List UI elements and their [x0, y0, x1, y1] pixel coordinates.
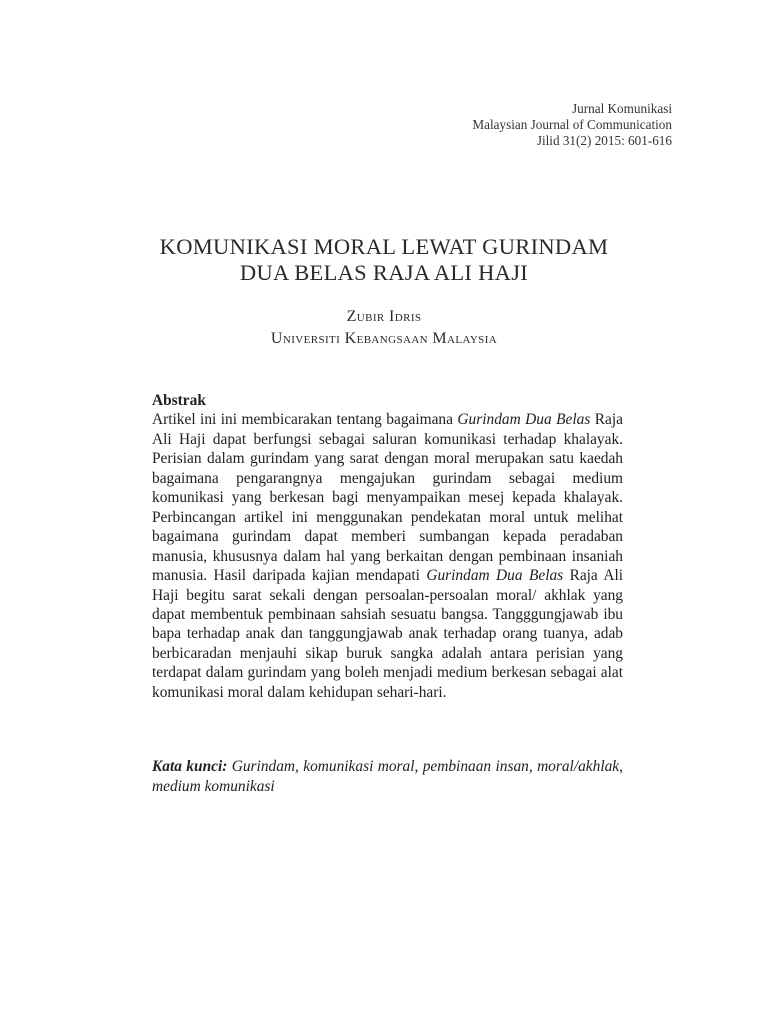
author-affiliation: Universiti Kebangsaan Malaysia: [270, 330, 498, 347]
abstract-italic-title-1: Gurindam Dua Belas: [457, 411, 591, 429]
journal-volume: Jilid 31(2) 2015: 601-616: [536, 133, 672, 149]
author-block: [0, 306, 768, 350]
journal-name: Jurnal Komunikasi: [572, 101, 672, 116]
journal-header: [472, 101, 672, 150]
abstract-heading: Abstrak: [152, 392, 206, 409]
article-title: [0, 234, 768, 286]
title-line-1: KOMUNIKASI MORAL LEWAT GURINDAM: [159, 234, 609, 259]
abstract-body: [152, 410, 623, 702]
abstract-text-1: Artikel ini ini membicarakan tentang bagaimana: [152, 411, 458, 429]
abstract-text-2: Raja Ali Haji dapat berfungsi sebagai saluran komunikasi terhadap khalayak. Perisian dalam gurindam yang sarat dengan moral merupakan satu kaedah bagaimana pengarangnya mengajukan gurindam sebagai medium komunikasi yang berkesan bagi menyampaikan mesej kepada khalayak. Perbincangan artikel ini menggunakan pendekatan moral untuk melihat bagaimana gurindam dapat memberi sumbangan kepada peradaban manusia, khususnya dalam hal yang berkaitan dengan pembinaan insaniah manusia. Hasil daripada kajian mendapati: [152, 411, 623, 585]
journal-name-english: Malaysian Journal of Communication: [472, 117, 672, 133]
keywords-section: [152, 757, 623, 796]
title-line-2: DUA BELAS RAJA ALI HAJI: [239, 260, 529, 285]
abstract-italic-title-2: Gurindam Dua Belas: [426, 567, 564, 585]
keywords-label: Kata kunci:: [152, 758, 228, 775]
abstract-text-3: Raja Ali Haji begitu sarat sekali dengan persoalan-persoalan moral/ akhlak yang dapat membentuk pembinaan sahsiah sesuatu bangsa. Tangggungjawab ibu bapa terhadap anak dan tanggungjawab anak terhadap orang tuanya, adab berbicaradan menjauhi sikap buruk sangka adalah antara perisian yang terdapat dalam gurindam yang boleh menjadi medium berkesan sebagai alat komunikasi moral dalam kehidupan sehari-hari.: [152, 567, 623, 701]
keywords-text: Gurindam, komunikasi moral, pembinaan insan, moral/akhlak, medium komunikasi: [152, 758, 623, 795]
author-name: Zubir Idris: [346, 308, 422, 325]
abstract-section: [152, 391, 623, 702]
